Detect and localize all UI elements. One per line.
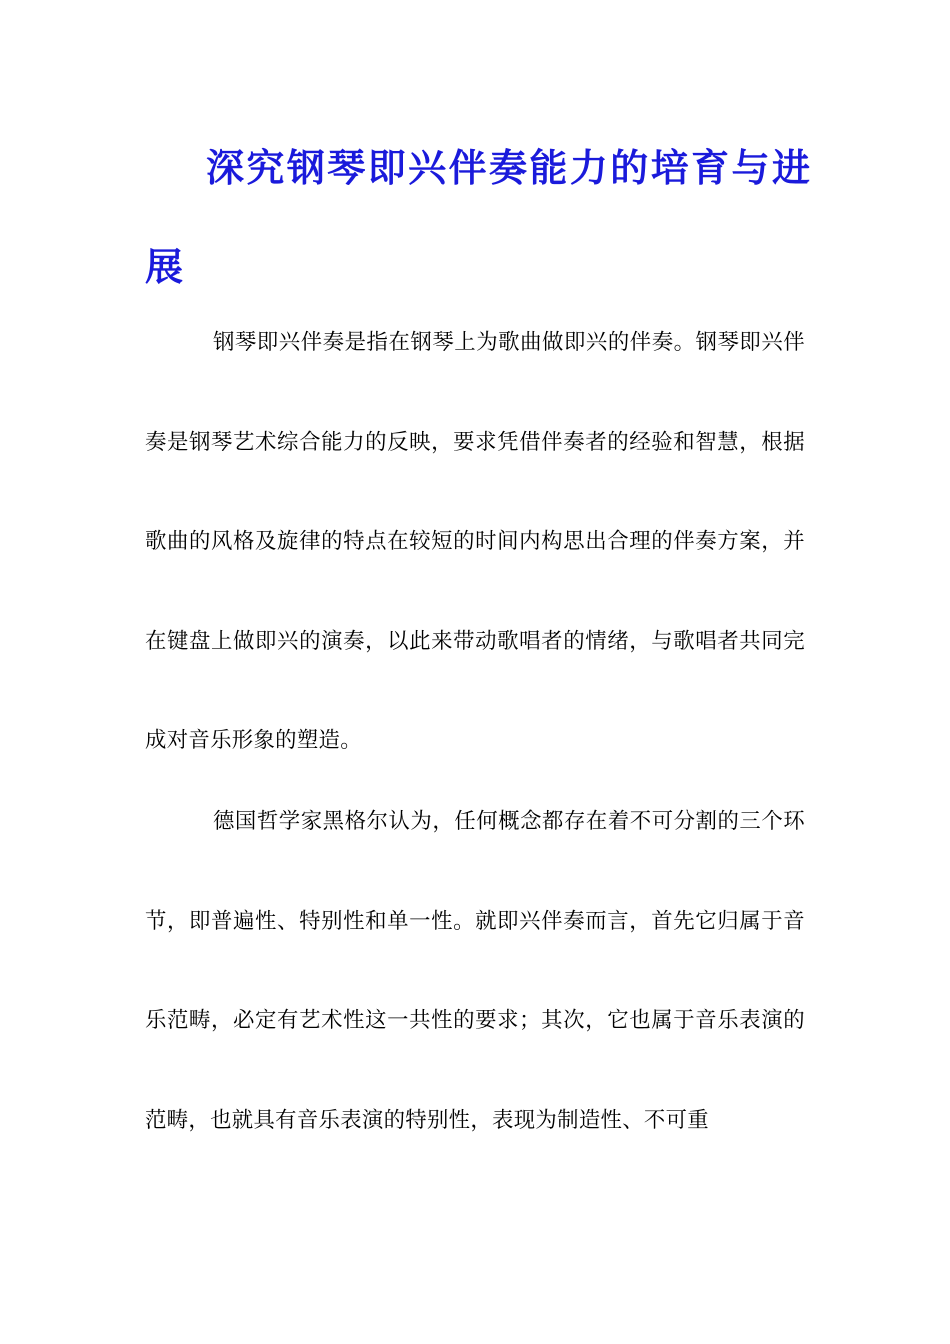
- body-paragraph-1: 钢琴即兴伴奏是指在钢琴上为歌曲做即兴的伴奏。钢琴即兴伴奏是钢琴艺术综合能力的反映，要求凭借伴奏者的经验和智慧，根据歌曲的风格及旋律的特点在较短的时间内构思出合理的伴奏方案，并在键盘上做即兴的演奏，以此来带动歌唱者的情绪，与歌唱者共同完成对音乐形象的塑造。: [145, 330, 805, 753]
- document-title: 深究钢琴即兴伴奏能力的培育与进展: [145, 145, 810, 289]
- body-paragraph-2: 德国哲学家黑格尔认为，任何概念都存在着不可分割的三个环节，即普遍性、特别性和单一性。就即兴伴奏而言，首先它归属于音乐范畴，必定有艺术性这一共性的要求；其次，它也属于音乐表演的范畴，也就具有音乐表演的特别性，表现为制造性、不可重: [145, 809, 805, 1133]
